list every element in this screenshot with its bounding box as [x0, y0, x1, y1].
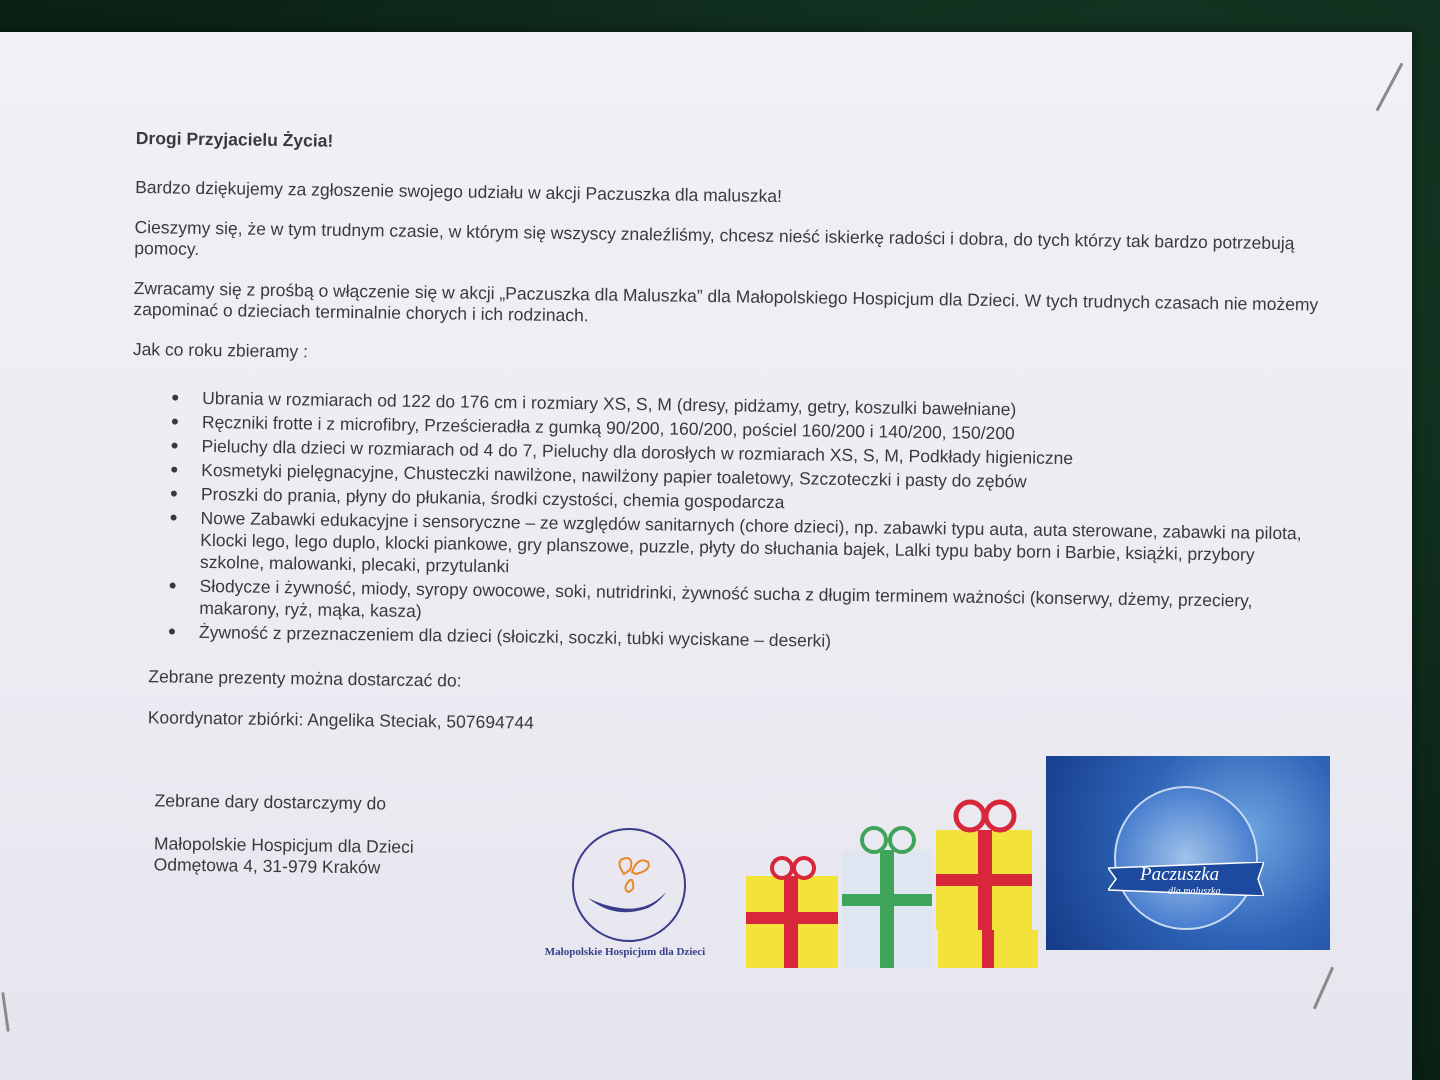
paczuszka-promo-image — [1046, 756, 1330, 950]
list-item-text: Ręczniki frotte i z microfibry, Prześcieradła z gumką 90/200, 160/200, pościel 160/200 i 140/200, 150/200 — [201, 411, 1015, 444]
list-item-text: Ubrania w rozmiarach od 122 do 176 cm i rozmiary XS, S, M (dresy, pidżamy, getry, koszulki bawełniane) — [202, 387, 1017, 420]
hospice-logo — [520, 822, 730, 982]
coordinator-info: Koordynator zbiórki: Angelika Steciak, 507694744 — [147, 707, 535, 733]
bullet-icon — [171, 491, 177, 497]
list-item-text: Kosmetyki pielęgnacyjne, Chusteczki nawilżone, nawilżony papier toaletowy, Szczoteczki i pasty do zębów — [201, 459, 1027, 492]
list-item-text: Nowe Zabawki edukacyjne i sensoryczne – ze względów sanitarnych (chore dzieci), np. zabawki typu auta, auta sterowane, zabawki na pilota, Klocki lego, lego duplo, klocki piankowe, gry planszowe, puzzle, płyty do słuchania bajek, Lalki typu baby born i Barbie, książki, przybory szkolne, malowanki, plecaki, przytulanki — [199, 507, 1302, 577]
bullet-icon — [171, 515, 177, 521]
notice-sheet — [0, 32, 1412, 1080]
paragraph-joy: Cieszymy się, że w tym trudnym czasie, w którym się wszyscy znaleźliśmy, chcesz nieść iskierkę radości i dobra, do tych którzy tak bardzo potrzebują pomocy. — [134, 216, 1295, 259]
paragraph-thanks: Bardzo dziękujemy za zgłoszenie swojego udziału w akcji Paczuszka dla maluszka! — [135, 176, 783, 207]
list-item-text: Pieluchy dla dzieci w rozmiarach od 4 do 7, Pieluchy dla dorosłych w rozmiarach XS, S, M, Podkłady higieniczne — [201, 435, 1074, 469]
collection-intro: Jak co roku zbieramy : — [132, 338, 309, 362]
promo-title: Paczuszka — [1140, 864, 1220, 885]
donation-intro: Zebrane dary dostarczymy do — [154, 790, 387, 814]
bullet-icon — [172, 395, 178, 401]
hands-butterfly-icon — [520, 822, 730, 942]
paragraph-request: Zwracamy się z prośbą o włączenie się w akcji „Paczuszka dla Maluszka” dla Małopolskiego Hospicjum dla Dzieci. W tych trudnych czasach nie możemy zapominać o dzieciach terminalnie chorych i ich rodzinach. — [133, 277, 1319, 326]
promo-subtitle: dla maluszka — [1168, 886, 1221, 897]
address-line-2: Odmętowa 4, 31-979 Kraków — [153, 854, 381, 878]
list-item-text: Żywność z przeznaczeniem dla dzieci (słoiczki, soczki, tubki wyciskane – deserki) — [198, 621, 832, 651]
gift-boxes-illustration — [742, 794, 1042, 970]
bullet-icon — [169, 629, 175, 635]
snow-globe — [1114, 786, 1258, 930]
bullet-icon — [172, 419, 178, 425]
list-item-text: Słodycze i żywność, miody, syropy owocowe, soki, nutridrinki, żywność sucha z długim terminem ważności (konserwy, dżemy, przeciery, makarony, ryż, mąka, kasza) — [199, 575, 1253, 622]
greeting: Drogi Przyjacielu Życia! — [135, 128, 334, 151]
address-line-1: Małopolskie Hospicjum dla Dzieci — [153, 833, 414, 857]
delivery-intro: Zebrane prezenty można dostarczać do: — [148, 666, 462, 691]
collection-list — [129, 386, 1322, 659]
list-item-text: Proszki do prania, płyny do płukania, środki czystości, chemia gospodarcza — [200, 483, 785, 513]
bullet-icon — [171, 467, 177, 473]
bullet-icon — [170, 583, 176, 589]
bullet-icon — [172, 443, 178, 449]
logo-caption: Małopolskie Hospicjum dla Dzieci — [544, 946, 706, 958]
